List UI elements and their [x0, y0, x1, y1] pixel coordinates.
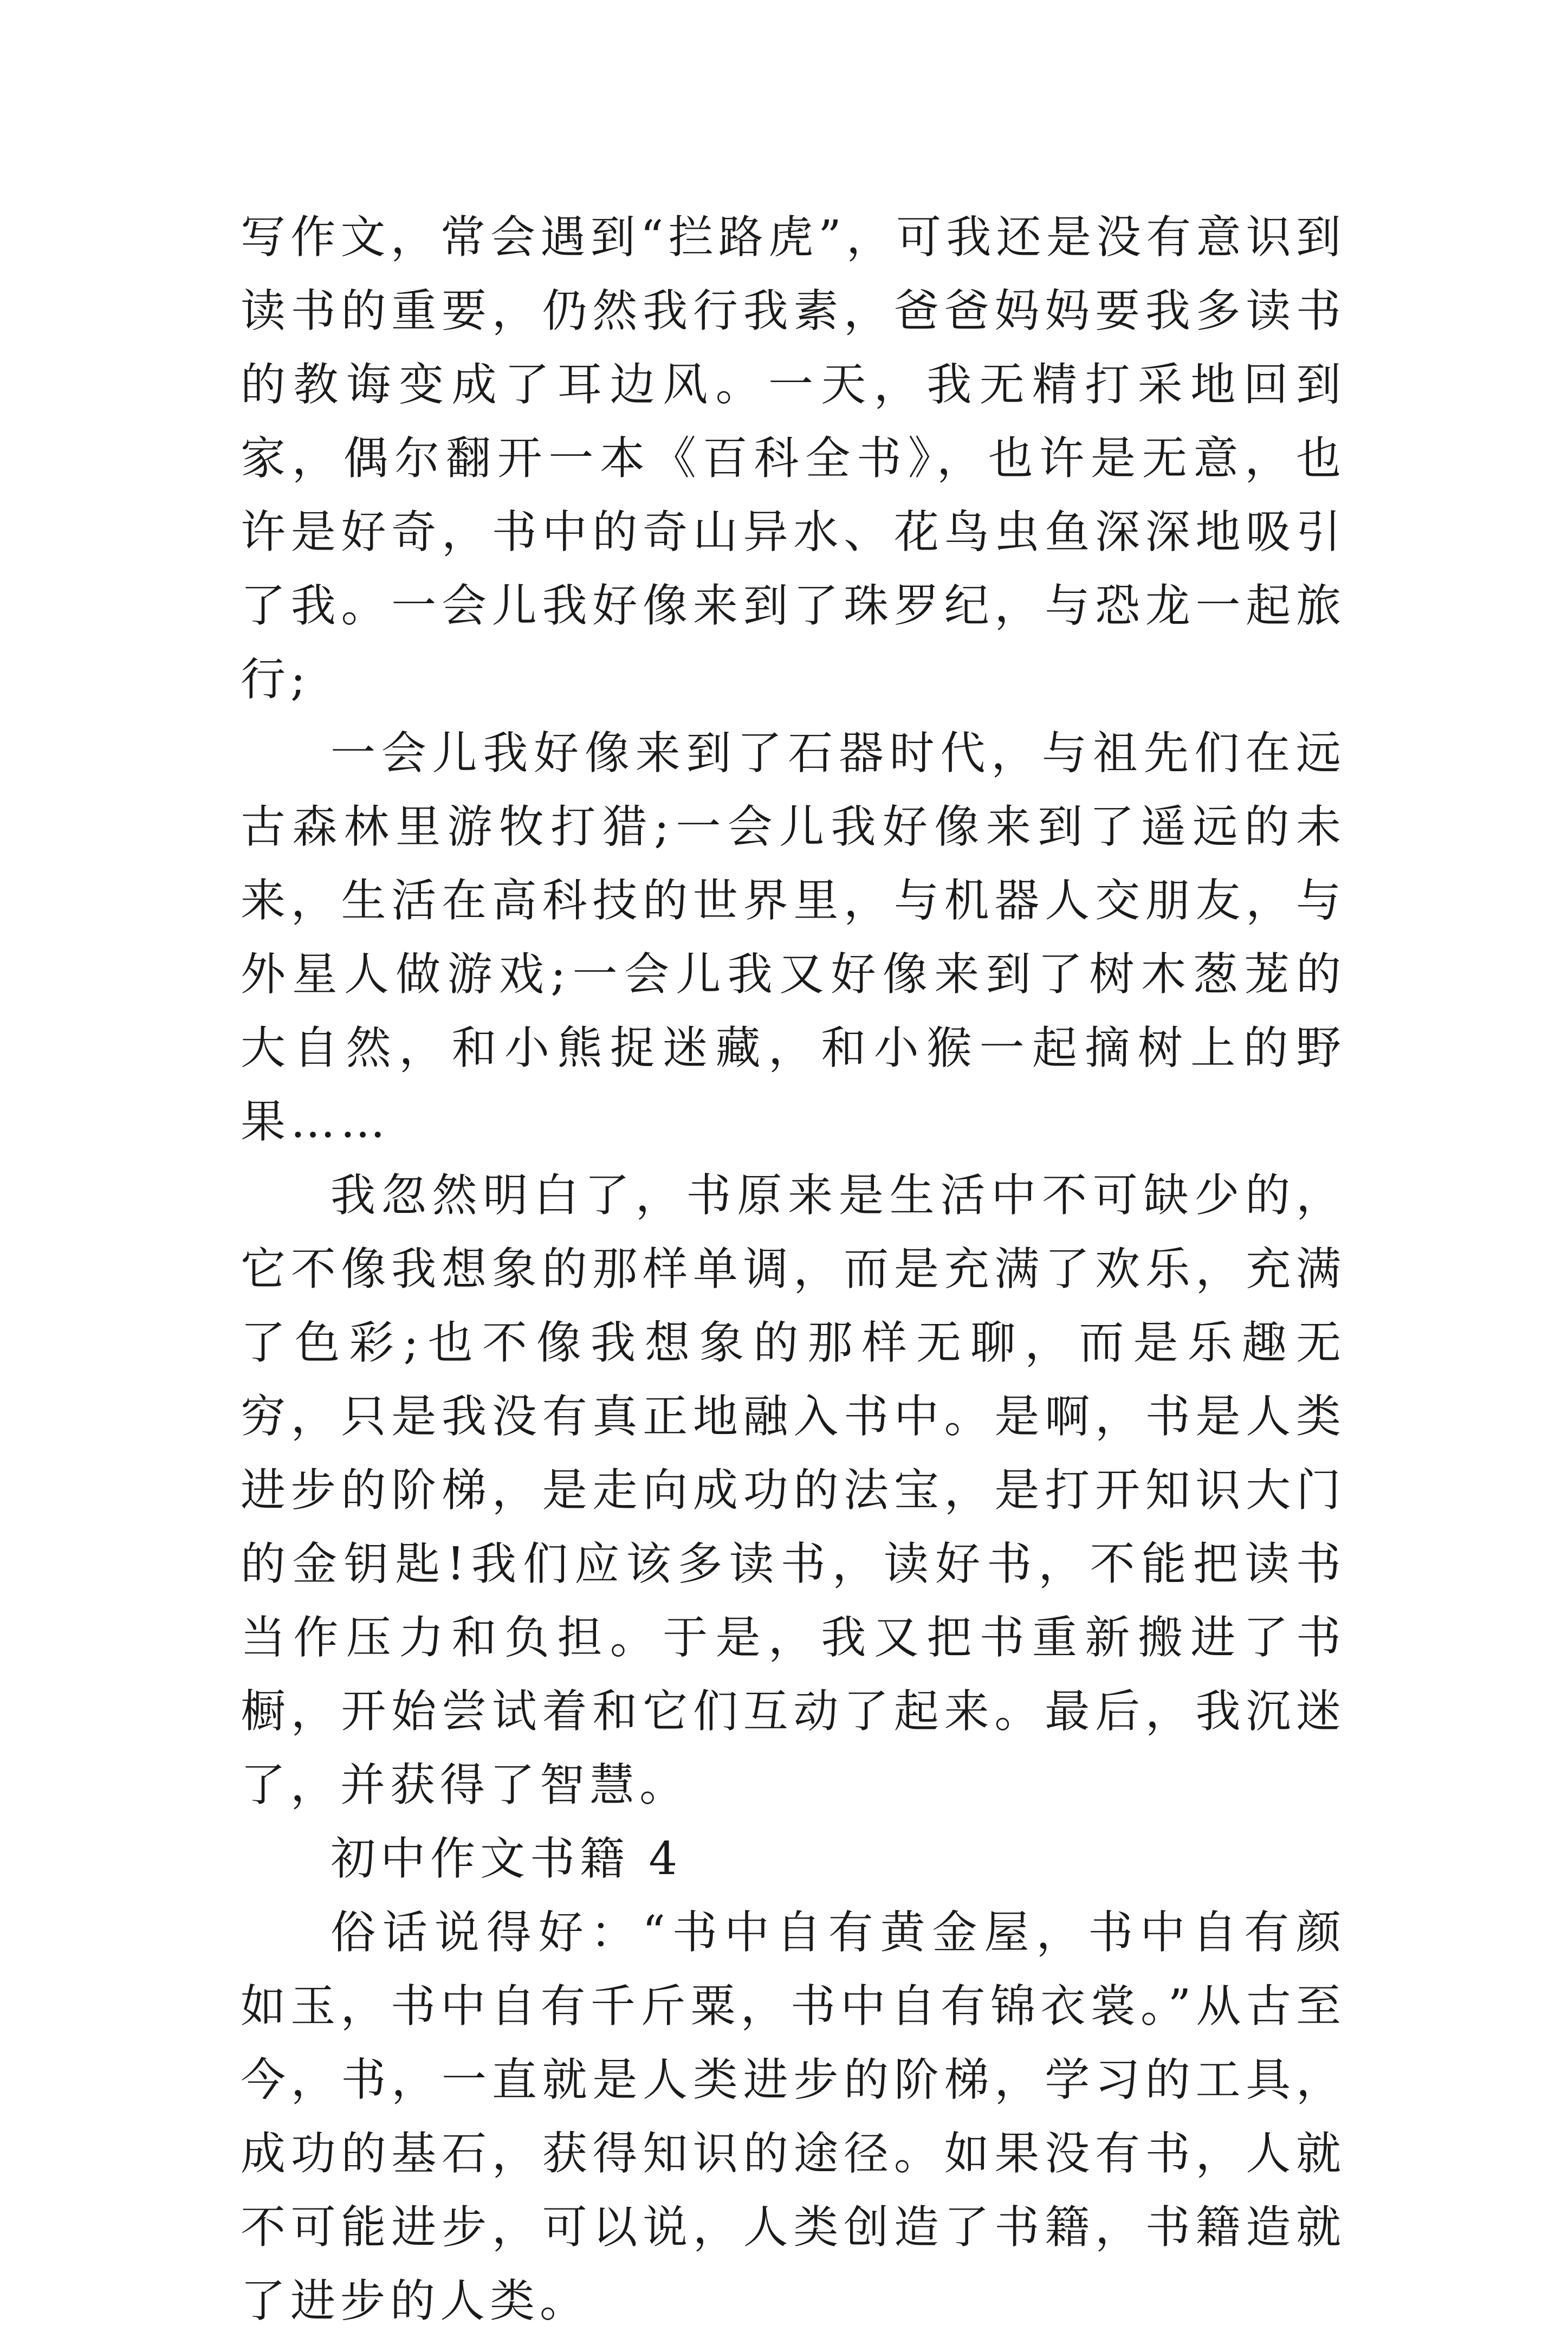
section-heading: 初中作文书籍 4 [331, 1832, 683, 1885]
paragraph-2: 一会儿我好像来到了石器时代，与祖先们在远古森林里游牧打猎;一会儿我好像来到了遥远的未来，生活在高科技的世界里，与机器人交朋友，与外星人做游戏;一会儿我又好像来到了树木葱茏的大自然，和小熊捉迷藏，和小猴一起摘树上的野果…… [241, 727, 1346, 1148]
paragraph-1: 写作文，常会遇到“拦路虎”，可我还是没有意识到读书的重要，仍然我行我素，爸爸妈妈要我多读书的教诲变成了耳边风。一天，我无精打采地回到家，偶尔翻开一本《百科全书》，也许是无意，也许是好奇，书中的奇山异水、花鸟虫鱼深深地吸引了我。一会儿我好像来到了珠罗纪，与恐龙一起旅行; [241, 211, 1346, 706]
document-body [241, 201, 1346, 2338]
paragraph-4: 俗话说得好：“书中自有黄金屋，书中自有颜如玉，书中自有千斤粟，书中自有锦衣裳。”从古至今，书，一直就是人类进步的阶梯，学习的工具，成功的基石，获得知识的途径。如果没有书，人就不可能进步，可以说，人类创造了书籍，书籍造就了进步的人类。 [241, 1906, 1346, 2327]
paragraph-3: 我忽然明白了，书原来是生活中不可缺少的，它不像我想象的那样单调，而是充满了欢乐，充满了色彩;也不像我想象的那样无聊，而是乐趣无穷，只是我没有真正地融入书中。是啊，书是人类进步的阶梯，是走向成功的法宝，是打开知识大门的金钥匙!我们应该多读书，读好书，不能把读书当作压力和负担。于是，我又把书重新搬进了书橱，开始尝试着和它们互动了起来。最后，我沉迷了，并获得了智慧。 [241, 1169, 1346, 1811]
